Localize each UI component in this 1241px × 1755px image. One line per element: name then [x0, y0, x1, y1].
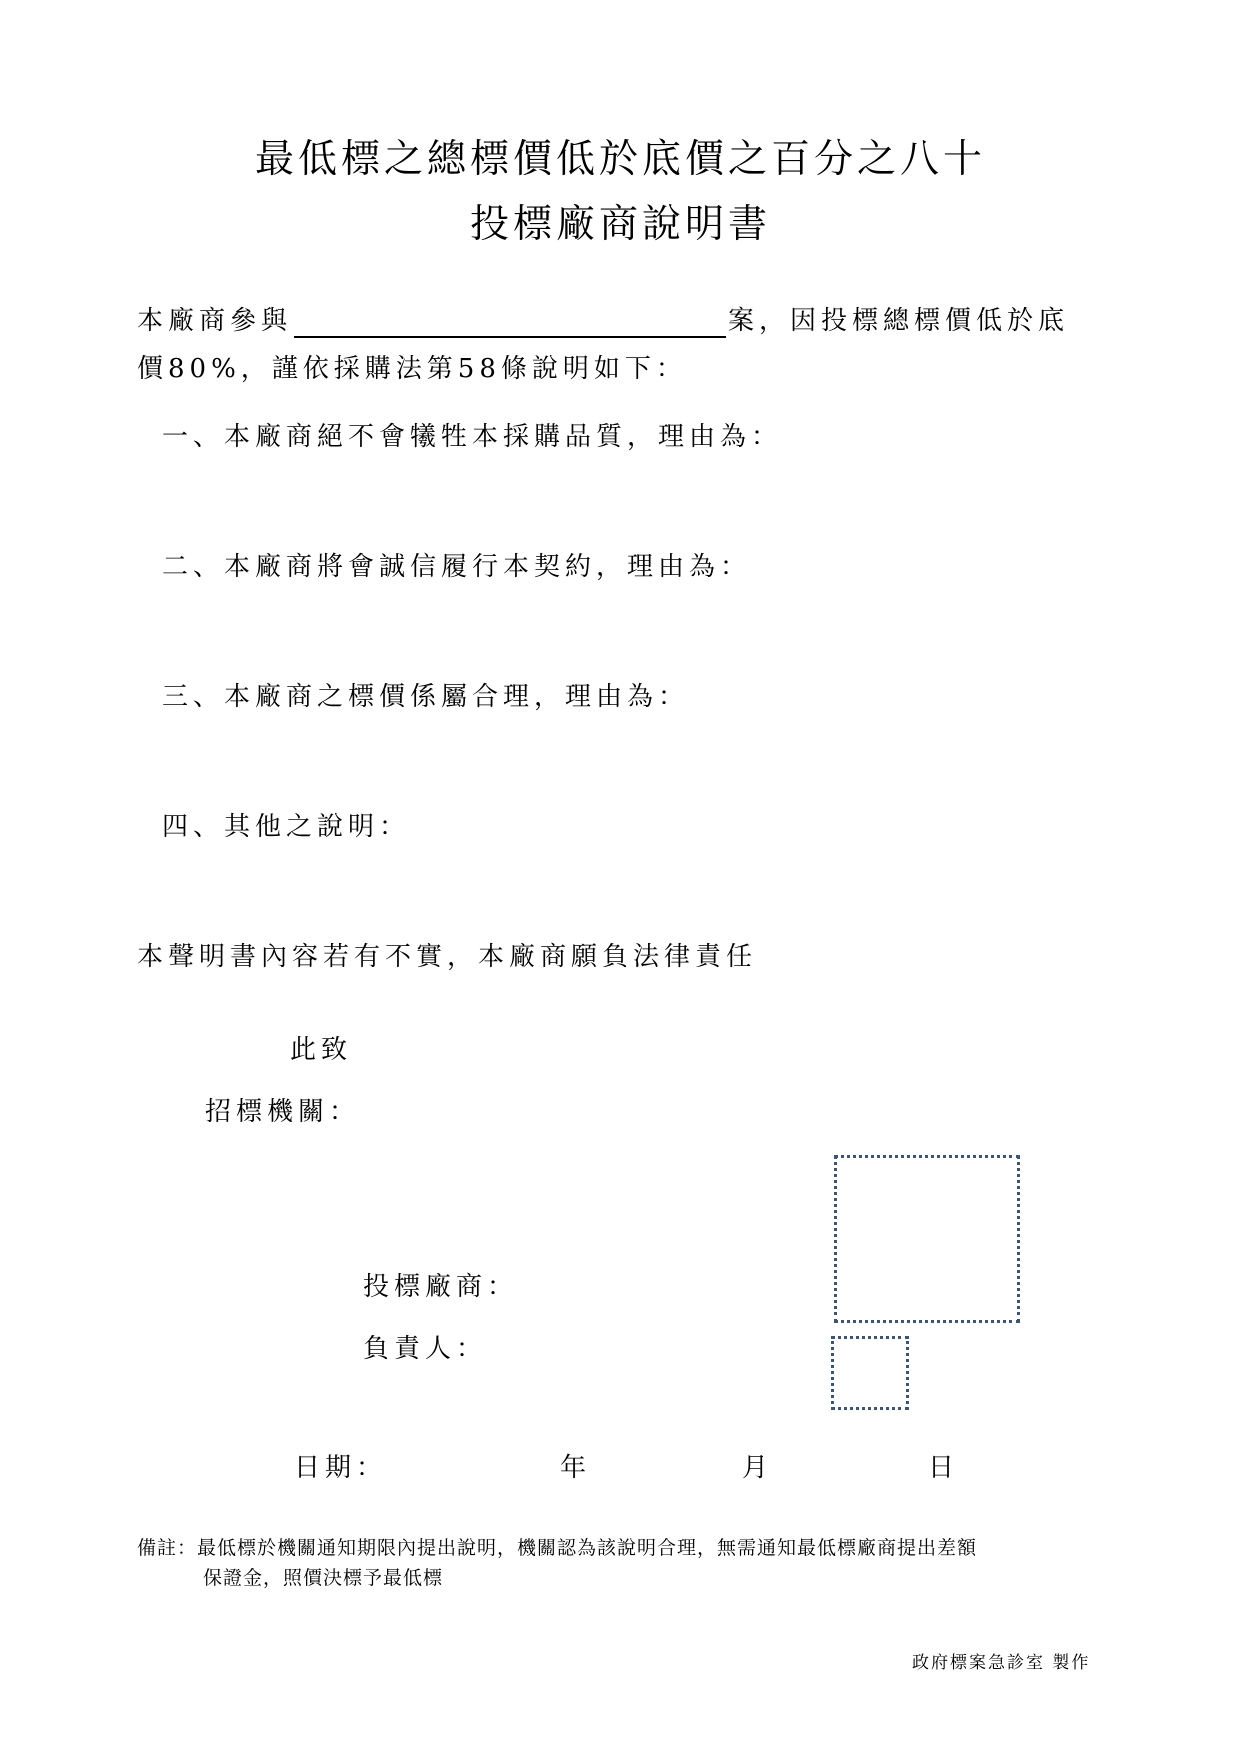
recipient-label: 招標機關： — [205, 1097, 361, 1127]
document-title-line1: 最低標之總標價低於底價之百分之八十 — [254, 137, 986, 182]
item-4-answer-field[interactable] — [200, 850, 1100, 920]
note-line1 — [137, 1533, 977, 1563]
intro-line2: 價80%，謹依採購法第58條說明如下： — [137, 354, 687, 384]
document-title-line2: 投標廠商說明書 — [469, 202, 771, 247]
item-2-answer-field[interactable] — [200, 590, 1100, 680]
date-month-label: 月 — [742, 1453, 774, 1483]
responsible-seal-box[interactable] — [831, 1336, 909, 1410]
note-text-line2: 保證金，照價決標予最低標 — [203, 1567, 444, 1589]
date-label: 日期： — [294, 1453, 388, 1483]
case-name-blank-field[interactable] — [294, 308, 726, 338]
date-year-label: 年 — [560, 1453, 592, 1483]
item-1-answer-field[interactable] — [200, 460, 1100, 550]
note-text-line1: 最低標於機關通知期限內提出說明，機關認為該說明合理，無需通知最低標廠商提出差額 — [197, 1537, 978, 1559]
intro-suffix: 案，因投標總標價低於底 — [728, 306, 1070, 336]
intro-line1 — [137, 304, 1069, 338]
responsible-person-label: 負責人： — [363, 1334, 488, 1364]
item-1-label: 一、本廠商絕不會犧牲本採購品質，理由為： — [162, 422, 783, 452]
item-3-label: 三、本廠商之標價係屬合理，理由為： — [162, 682, 690, 712]
date-day-label: 日 — [928, 1453, 960, 1483]
item-4-label: 四、其他之說明： — [162, 812, 411, 842]
note-label: 備註： — [137, 1537, 198, 1559]
producer-credit: 政府標案急診室 製作 — [912, 1653, 1091, 1673]
item-3-answer-field[interactable] — [200, 720, 1100, 810]
item-2-label: 二、本廠商將會誠信履行本契約，理由為： — [162, 552, 752, 582]
declaration-text: 本聲明書內容若有不實，本廠商願負法律責任 — [137, 942, 758, 972]
salutation-text: 此致 — [290, 1035, 353, 1065]
intro-prefix: 本廠商參與 — [137, 306, 293, 336]
bidder-label: 投標廠商： — [363, 1272, 519, 1302]
company-seal-box[interactable] — [834, 1155, 1020, 1323]
